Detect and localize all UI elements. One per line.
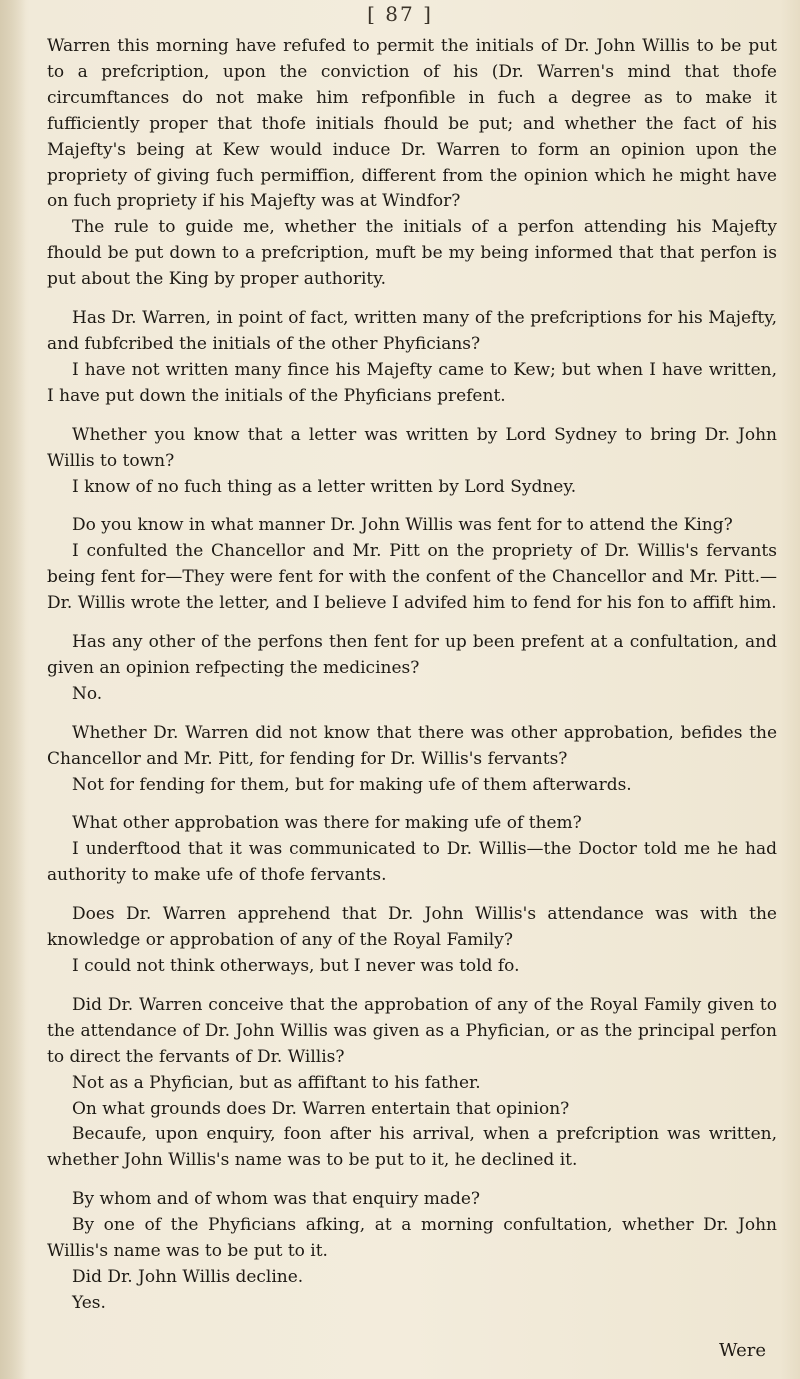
paragraph-continued: Warren this morning have refufed to permit the initials of Dr. John Willis to be put to a prefcription, upon the conviction of his (Dr. Warren's mind that thofe circumftances do not make him refponfible in fuch a degree as to make it fufficiently proper that thofe initials fhould be put; and whether the fact of his Majefty's being at Kew would induce Dr. Warren to form an opinion upon the propriety of giving fuch permiffion, different from the opinion which he might have on fuch propriety if his Majefty was at Windfor? [47, 36, 777, 212]
question-paragraph: What other approbation was there for making ufe of them? [72, 813, 582, 834]
question-paragraph: On what grounds does Dr. Warren entertain that opinion? [72, 1098, 570, 1119]
answer-paragraph: I could not think otherways, but I never was told fo. [72, 956, 520, 976]
answer-paragraph: Yes. [72, 1292, 106, 1313]
question-paragraph: By whom and of whom was that enquiry made? [72, 1189, 481, 1210]
answer-paragraph: By one of the Phyficians afking, at a morning confultation, whether Dr. John Willis's name was to be put to it. [47, 1215, 777, 1262]
question-paragraph: Whether Dr. Warren did not know that there was other approbation, befides the Chancellor and Mr. Pitt, for fending for Dr. Willis's fervants? [47, 722, 777, 769]
answer-paragraph: Not as a Phyfician, but as affiftant to his father. [72, 1072, 481, 1093]
page-edge-shadow [0, 0, 26, 1379]
question-paragraph: Did Dr. John Willis decline. [72, 1266, 304, 1287]
page-number: [ 87 ] [367, 2, 433, 26]
question-paragraph: Has any other of the perfons then fent for up been prefent at a confultation, and given an opinion refpecting the medicines? [47, 632, 777, 678]
question-paragraph: Whether you know that a letter was written by Lord Sydney to bring Dr. John Willis to town? [47, 424, 777, 471]
catchword: Were [719, 1340, 766, 1361]
answer-paragraph: Becaufe, upon enquiry, foon after his arrival, when a prefcription was written, whether John Willis's name was to be put to it, he declined it. [47, 1124, 777, 1171]
answer-paragraph: No. [72, 683, 103, 704]
question-paragraph: Do you know in what manner Dr. John Willis was fent for to attend the King? [72, 515, 733, 536]
question-paragraph: Has Dr. Warren, in point of fact, written many of the prefcriptions for his Majefty, and fubfcribed the initials of the other Phyficians? [47, 308, 777, 354]
body-text [47, 34, 777, 1317]
question-paragraph: Does Dr. Warren apprehend that Dr. John Willis's attendance was with the knowledge or approbation of any of the Royal Family? [47, 904, 777, 951]
answer-paragraph: I underftood that it was communicated to Dr. Willis—the Doctor told me he had authority to make ufe of thofe fervants. [47, 839, 777, 886]
answer-paragraph: The rule to guide me, whether the initials of a perfon attending his Majefty fhould be put down to a prefcription, muft be my being informed that that perfon is put about the King by proper authority. [47, 217, 777, 290]
answer-paragraph: I know of no fuch thing as a letter written by Lord Sydney. [72, 476, 577, 497]
answer-paragraph: I have not written many fince his Majefty came to Kew; but when I have written, I have put down the initials of the Phyficians prefent. [47, 359, 777, 406]
answer-paragraph: Not for fending for them, but for making ufe of them afterwards. [72, 774, 632, 795]
answer-paragraph: I confulted the Chancellor and Mr. Pitt on the propriety of Dr. Willis's fervants being fent for—They were fent for with the confent of the Chancellor and Mr. Pitt.—Dr. Willis wrote the letter, and I believe I advifed him to fend for his fon to affift him. [47, 541, 777, 614]
question-paragraph: Did Dr. Warren conceive that the approbation of any of the Royal Family given to the attendance of Dr. John Willis was given as a Phyfician, or as the principal perfon to direct the fervants of Dr. Willis? [47, 994, 777, 1067]
